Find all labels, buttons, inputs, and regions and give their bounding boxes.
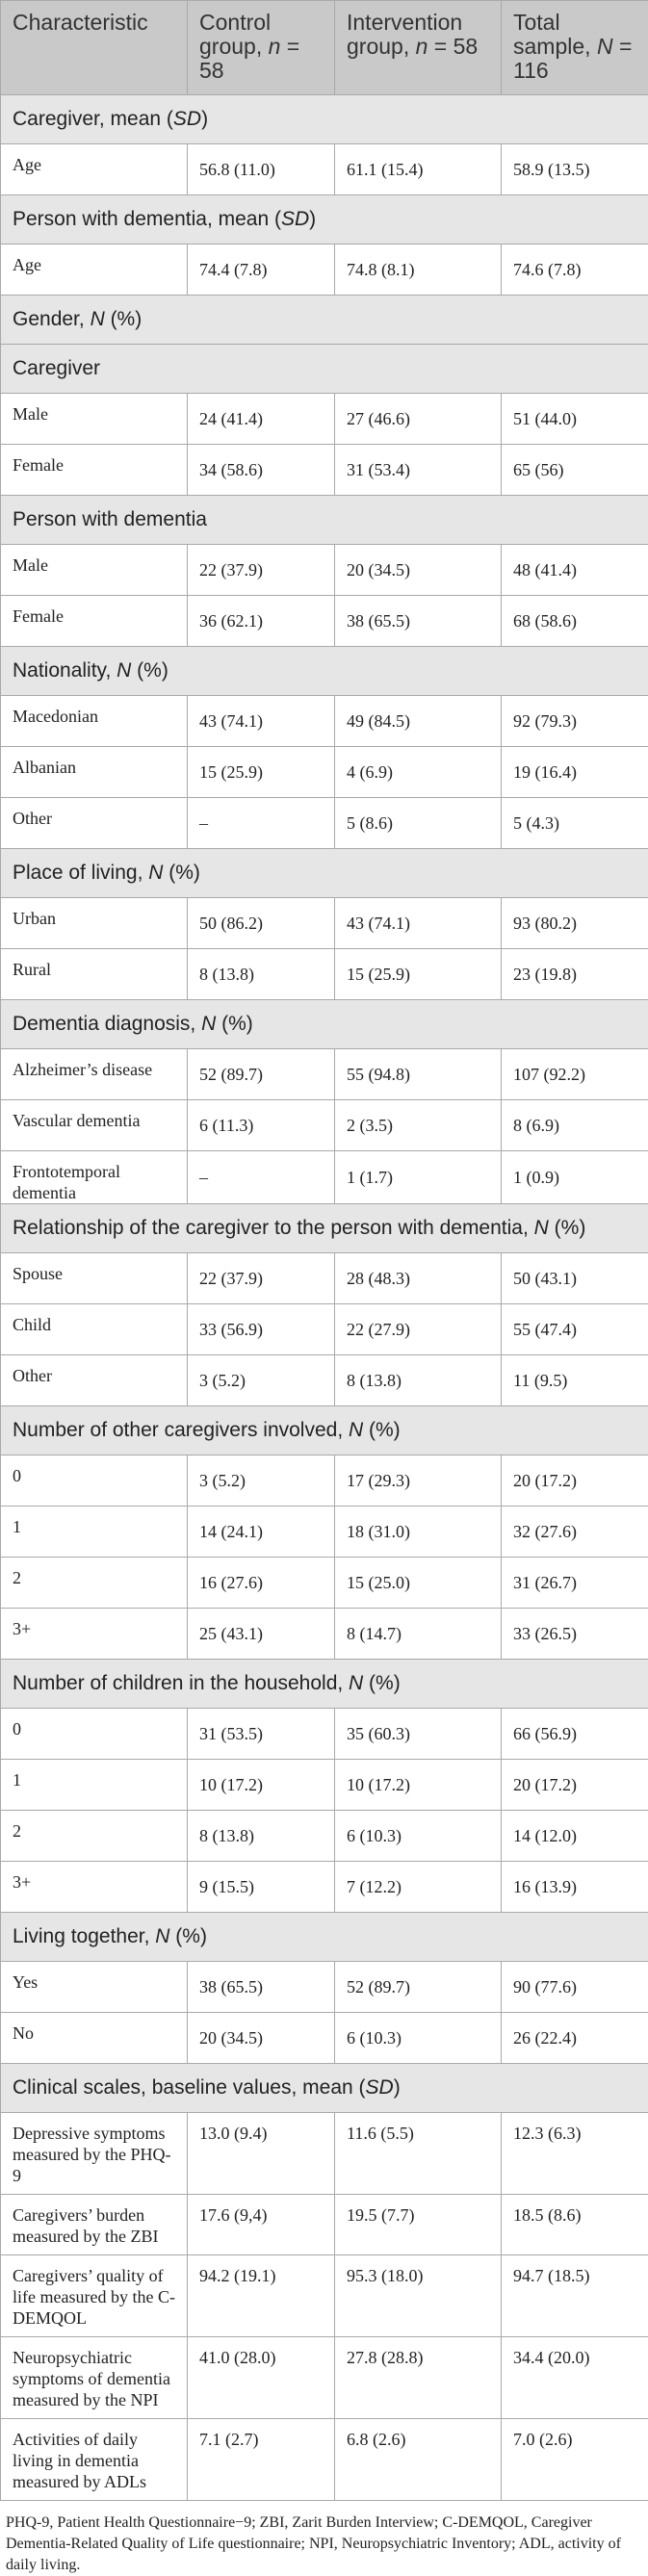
table-row: [1, 2013, 648, 2064]
row-label: Urban: [1, 898, 188, 949]
cell-control: 22 (37.9): [188, 545, 335, 596]
cell-total: 19 (16.4): [502, 747, 648, 798]
table-row: [1, 144, 648, 195]
cell-intervention: 10 (17.2): [335, 1760, 502, 1811]
cell-intervention: 28 (48.3): [335, 1253, 502, 1304]
row-label: Rural: [1, 949, 188, 1000]
row-label: Albanian: [1, 747, 188, 798]
cell-intervention: 55 (94.8): [335, 1049, 502, 1100]
cell-intervention: 6 (10.3): [335, 2013, 502, 2064]
table-row: [1, 545, 648, 596]
table-row: [1, 1507, 648, 1558]
cell-control: 17.6 (9,4): [188, 2195, 335, 2255]
row-label: Age: [1, 245, 188, 296]
cell-total: 20 (17.2): [502, 1455, 648, 1507]
section-title-text: Dementia diagnosis,: [13, 1013, 201, 1035]
cell-control: 7.1 (2.7): [188, 2419, 335, 2501]
table-row: [1, 949, 648, 1000]
table-row: [1, 2337, 648, 2419]
cell-control: 22 (37.9): [188, 1253, 335, 1304]
section-title: [1, 1000, 648, 1049]
section-title-suffix: (%): [549, 1217, 586, 1239]
cell-total: 12.3 (6.3): [502, 2113, 648, 2195]
row-label: 0: [1, 1455, 188, 1507]
table-row: [1, 1355, 648, 1406]
cell-total: 33 (26.5): [502, 1609, 648, 1660]
cell-total: 16 (13.9): [502, 1862, 648, 1913]
row-label: 1: [1, 1507, 188, 1558]
section-title-text: Relationship of the caregiver to the person with dementia,: [13, 1217, 534, 1239]
cell-intervention: 6 (10.3): [335, 1811, 502, 1862]
header-characteristic: Characteristic: [1, 1, 188, 95]
cell-total: 11 (9.5): [502, 1355, 648, 1406]
table-row: [1, 1304, 648, 1355]
section-title-stat: N: [155, 1925, 169, 1947]
table-header: [1, 1, 648, 95]
row-label: Child: [1, 1304, 188, 1355]
section-title-text: Person with dementia: [13, 508, 207, 530]
section-title-suffix: (%): [363, 1419, 401, 1441]
section-title: [1, 296, 648, 345]
section-title-text: Number of other caregivers involved,: [13, 1419, 349, 1441]
row-label: 3+: [1, 1862, 188, 1913]
section-header-row: [1, 95, 648, 144]
cell-total: 18.5 (8.6): [502, 2195, 648, 2255]
row-label: Macedonian: [1, 696, 188, 747]
section-title-suffix: (%): [216, 1013, 253, 1035]
cell-control: 14 (24.1): [188, 1507, 335, 1558]
row-label: Female: [1, 596, 188, 647]
header-total-sample: Total sample, N = 116: [502, 1, 648, 95]
cell-intervention: 1 (1.7): [335, 1151, 502, 1204]
section-header-row: [1, 1204, 648, 1253]
section-header-row: [1, 1406, 648, 1455]
cell-control: 38 (65.5): [188, 1962, 335, 2013]
cell-control: 43 (74.1): [188, 696, 335, 747]
cell-control: 50 (86.2): [188, 898, 335, 949]
row-label: Activities of daily living in dementia measured by ADLs: [1, 2419, 188, 2501]
cell-intervention: 8 (14.7): [335, 1609, 502, 1660]
cell-control: 41.0 (28.0): [188, 2337, 335, 2419]
cell-control: 56.8 (11.0): [188, 144, 335, 195]
table-row: [1, 1558, 648, 1609]
row-label: 3+: [1, 1609, 188, 1660]
cell-total: 7.0 (2.6): [502, 2419, 648, 2501]
row-label: 0: [1, 1709, 188, 1760]
cell-intervention: 38 (65.5): [335, 596, 502, 647]
section-header-row: [1, 1913, 648, 1962]
section-title: [1, 95, 648, 144]
row-label: Other: [1, 798, 188, 849]
cell-intervention: 49 (84.5): [335, 696, 502, 747]
cell-intervention: 18 (31.0): [335, 1507, 502, 1558]
cell-control: 52 (89.7): [188, 1049, 335, 1100]
row-label: Male: [1, 545, 188, 596]
table-row: [1, 1962, 648, 2013]
cell-total: 14 (12.0): [502, 1811, 648, 1862]
section-title: [1, 849, 648, 898]
table-row: [1, 2195, 648, 2255]
row-label: Female: [1, 445, 188, 496]
cell-intervention: 27.8 (28.8): [335, 2337, 502, 2419]
cell-total: 55 (47.4): [502, 1304, 648, 1355]
section-header-row: [1, 1660, 648, 1709]
cell-intervention: 20 (34.5): [335, 545, 502, 596]
cell-control: 3 (5.2): [188, 1355, 335, 1406]
section-title-suffix: (%): [169, 1925, 207, 1947]
cell-intervention: 8 (13.8): [335, 1355, 502, 1406]
cell-total: 34.4 (20.0): [502, 2337, 648, 2419]
cell-total: 90 (77.6): [502, 1962, 648, 2013]
row-label: Other: [1, 1355, 188, 1406]
cell-total: 50 (43.1): [502, 1253, 648, 1304]
section-title-stat: N: [91, 308, 105, 330]
cell-total: 1 (0.9): [502, 1151, 648, 1204]
cell-intervention: 43 (74.1): [335, 898, 502, 949]
cell-control: 16 (27.6): [188, 1558, 335, 1609]
table-row: [1, 1811, 648, 1862]
cell-control: 34 (58.6): [188, 445, 335, 496]
cell-total: 26 (22.4): [502, 2013, 648, 2064]
table-row: [1, 1100, 648, 1151]
section-title: [1, 647, 648, 696]
section-title-text: Caregiver, mean (: [13, 108, 173, 130]
cell-control: 15 (25.9): [188, 747, 335, 798]
cell-intervention: 17 (29.3): [335, 1455, 502, 1507]
cell-total: 107 (92.2): [502, 1049, 648, 1100]
section-title-stat: N: [349, 1672, 363, 1694]
section-title-suffix: (%): [131, 659, 168, 682]
section-title-text: Gender,: [13, 308, 91, 330]
cell-control: 20 (34.5): [188, 2013, 335, 2064]
section-header-row: [1, 849, 648, 898]
row-label: Spouse: [1, 1253, 188, 1304]
section-title-suffix: ): [309, 208, 316, 230]
section-title-text: Clinical scales, baseline values, mean (: [13, 2076, 366, 2099]
cell-control: 94.2 (19.1): [188, 2255, 335, 2337]
row-label: Vascular dementia: [1, 1100, 188, 1151]
row-label: Frontotemporal dementia: [1, 1151, 188, 1204]
section-title: [1, 2064, 648, 2113]
cell-intervention: 74.8 (8.1): [335, 245, 502, 296]
cell-total: 66 (56.9): [502, 1709, 648, 1760]
cell-intervention: 6.8 (2.6): [335, 2419, 502, 2501]
table-row: [1, 1862, 648, 1913]
cell-total: 92 (79.3): [502, 696, 648, 747]
cell-control: 8 (13.8): [188, 1811, 335, 1862]
table-row: [1, 1253, 648, 1304]
cell-intervention: 61.1 (15.4): [335, 144, 502, 195]
cell-intervention: 19.5 (7.7): [335, 2195, 502, 2255]
cell-control: 8 (13.8): [188, 949, 335, 1000]
cell-control: 13.0 (9.4): [188, 2113, 335, 2195]
cell-control: –: [188, 798, 335, 849]
cell-total: 32 (27.6): [502, 1507, 648, 1558]
section-title-suffix: (%): [163, 862, 200, 884]
header-intervention-group: Intervention group, n = 58: [335, 1, 502, 95]
section-title-text: Living together,: [13, 1925, 155, 1947]
table-row: [1, 1760, 648, 1811]
cell-intervention: 15 (25.0): [335, 1558, 502, 1609]
section-title-suffix: (%): [363, 1672, 401, 1694]
section-title-suffix: ): [394, 2076, 401, 2099]
section-title: [1, 1660, 648, 1709]
row-label: Alzheimer’s disease: [1, 1049, 188, 1100]
section-title-stat: N: [201, 1013, 216, 1035]
table-row: [1, 1151, 648, 1204]
cell-intervention: 31 (53.4): [335, 445, 502, 496]
section-title: [1, 345, 648, 394]
row-label: Caregivers’ quality of life measured by the C-DEMQOL: [1, 2255, 188, 2337]
section-title: [1, 1406, 648, 1455]
section-title-suffix: (%): [105, 308, 143, 330]
cell-intervention: 5 (8.6): [335, 798, 502, 849]
cell-control: 6 (11.3): [188, 1100, 335, 1151]
cell-control: 74.4 (7.8): [188, 245, 335, 296]
cell-intervention: 2 (3.5): [335, 1100, 502, 1151]
row-label: Depressive symptoms measured by the PHQ-9: [1, 2113, 188, 2195]
section-header-row: [1, 496, 648, 545]
row-label: Caregivers’ burden measured by the ZBI: [1, 2195, 188, 2255]
section-title-stat: N: [534, 1217, 549, 1239]
section-title-stat: SD: [173, 108, 201, 130]
cell-intervention: 4 (6.9): [335, 747, 502, 798]
cell-intervention: 11.6 (5.5): [335, 2113, 502, 2195]
cell-total: 51 (44.0): [502, 394, 648, 445]
cell-control: 3 (5.2): [188, 1455, 335, 1507]
section-title-text: Number of children in the household,: [13, 1672, 349, 1694]
table-row: [1, 1049, 648, 1100]
table-body: [1, 95, 648, 2501]
table-row: [1, 898, 648, 949]
section-header-row: [1, 296, 648, 345]
table-row: [1, 2113, 648, 2195]
cell-control: 31 (53.5): [188, 1709, 335, 1760]
section-title: [1, 1204, 648, 1253]
table-row: [1, 596, 648, 647]
cell-intervention: 95.3 (18.0): [335, 2255, 502, 2337]
table-row: [1, 1709, 648, 1760]
row-label: Male: [1, 394, 188, 445]
header-row: [1, 1, 648, 95]
section-title-suffix: ): [201, 108, 208, 130]
row-label: Yes: [1, 1962, 188, 2013]
cell-total: 8 (6.9): [502, 1100, 648, 1151]
table-row: [1, 1609, 648, 1660]
table-row: [1, 394, 648, 445]
row-label: 2: [1, 1811, 188, 1862]
section-header-row: [1, 1000, 648, 1049]
section-header-row: [1, 647, 648, 696]
cell-total: 31 (26.7): [502, 1558, 648, 1609]
cell-control: 24 (41.4): [188, 394, 335, 445]
table-row: [1, 445, 648, 496]
section-title-stat: N: [148, 862, 163, 884]
cell-control: –: [188, 1151, 335, 1204]
row-label: 2: [1, 1558, 188, 1609]
section-title-stat: SD: [281, 208, 309, 230]
cell-intervention: 7 (12.2): [335, 1862, 502, 1913]
table-row: [1, 798, 648, 849]
cell-total: 48 (41.4): [502, 545, 648, 596]
section-title-text: Place of living,: [13, 862, 148, 884]
section-title: [1, 1913, 648, 1962]
cell-intervention: 27 (46.6): [335, 394, 502, 445]
section-title-stat: N: [349, 1419, 363, 1441]
cell-intervention: 35 (60.3): [335, 1709, 502, 1760]
section-title-stat: N: [117, 659, 131, 682]
cell-total: 23 (19.8): [502, 949, 648, 1000]
cell-control: 25 (43.1): [188, 1609, 335, 1660]
table-row: [1, 245, 648, 296]
table-row: [1, 696, 648, 747]
table-row: [1, 747, 648, 798]
cell-control: 36 (62.1): [188, 596, 335, 647]
section-header-row: [1, 345, 648, 394]
cell-total: 68 (58.6): [502, 596, 648, 647]
cell-control: 9 (15.5): [188, 1862, 335, 1913]
cell-total: 5 (4.3): [502, 798, 648, 849]
table-row: [1, 2419, 648, 2501]
cell-total: 20 (17.2): [502, 1760, 648, 1811]
cell-total: 93 (80.2): [502, 898, 648, 949]
section-header-row: [1, 2064, 648, 2113]
cell-intervention: 52 (89.7): [335, 1962, 502, 2013]
row-label: No: [1, 2013, 188, 2064]
cell-total: 94.7 (18.5): [502, 2255, 648, 2337]
section-title: [1, 496, 648, 545]
table-row: [1, 2255, 648, 2337]
cell-total: 58.9 (13.5): [502, 144, 648, 195]
section-header-row: [1, 195, 648, 245]
row-label: 1: [1, 1760, 188, 1811]
section-title-text: Nationality,: [13, 659, 117, 682]
cell-intervention: 15 (25.9): [335, 949, 502, 1000]
cell-total: 65 (56): [502, 445, 648, 496]
table-footnote: PHQ-9, Patient Health Questionnaire−9; ZBI, Zarit Burden Interview; C-DEMQOL, Caregiver Dementia-Related Quality of Life questionnaire; NPI, Neuropsychiatric Inventory; ADL, activity of daily living.: [0, 2501, 648, 2576]
section-title-stat: SD: [366, 2076, 394, 2099]
cell-control: 33 (56.9): [188, 1304, 335, 1355]
section-title-text: Caregiver: [13, 357, 100, 379]
row-label: Neuropsychiatric symptoms of dementia measured by the NPI: [1, 2337, 188, 2419]
section-title-text: Person with dementia, mean (: [13, 208, 281, 230]
cell-control: 10 (17.2): [188, 1760, 335, 1811]
row-label: Age: [1, 144, 188, 195]
section-title: [1, 195, 648, 245]
cell-intervention: 22 (27.9): [335, 1304, 502, 1355]
cell-total: 74.6 (7.8): [502, 245, 648, 296]
header-control-group: Control group, n = 58: [188, 1, 335, 95]
table-row: [1, 1455, 648, 1507]
